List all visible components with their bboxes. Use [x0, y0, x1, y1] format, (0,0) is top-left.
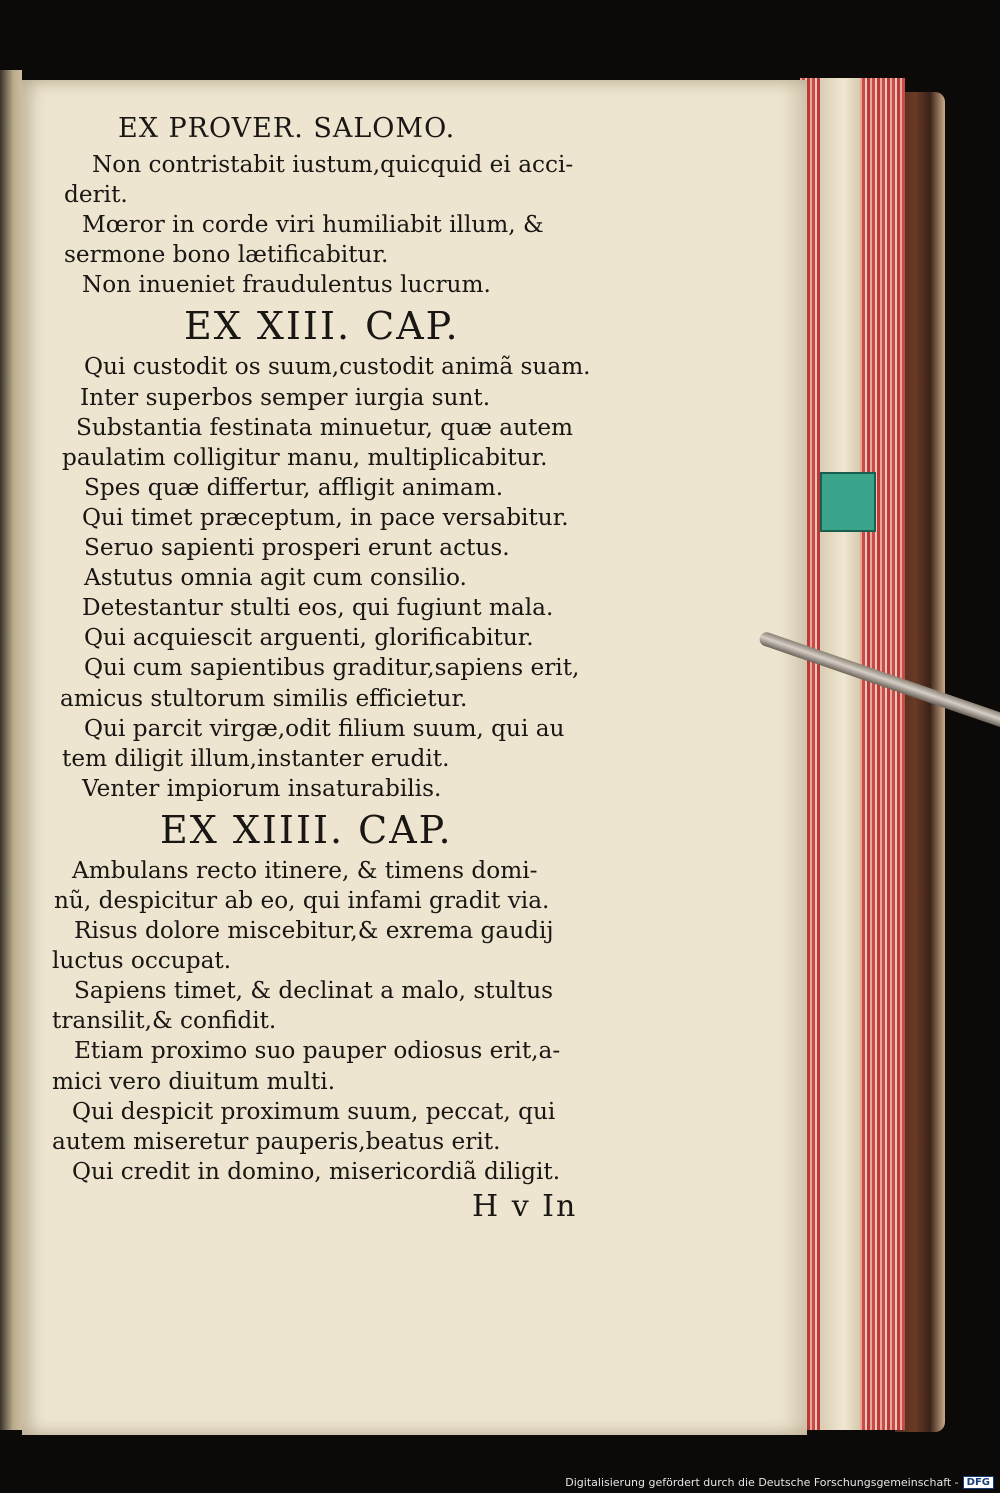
text-line: Etiam proximo suo pauper odiosus erit,a- — [74, 1037, 561, 1065]
digitization-credit — [565, 1476, 994, 1489]
text-line: Qui parcit virgæ,odit filium suum, qui au — [84, 714, 565, 742]
running-header: EX PROVER. SALOMO. — [118, 113, 456, 144]
text-line: Qui custodit os suum,custodit animã suam. — [84, 353, 591, 381]
text-line: Spes quæ differtur, affligit animam. — [84, 473, 504, 501]
text-line: Astutus omnia agit cum consilio. — [84, 564, 467, 592]
left-page-edge — [0, 70, 22, 1430]
text-line: Non inueniet fraudulentus lucrum. — [82, 271, 491, 299]
text-line: transilit,& confidit. — [52, 1007, 277, 1035]
text-line: Seruo sapienti prosperi erunt actus. — [84, 534, 510, 562]
text-line: Sapiens timet, & declinat a malo, stultus — [74, 977, 554, 1005]
text-line: Qui cum sapientibus graditur,sapiens erit, — [84, 654, 580, 682]
credit-text: Digitalisierung gefördert durch die Deutsche Forschungsgemeinschaft - — [565, 1476, 959, 1489]
text-line: Qui credit in domino, misericordiã diligit. — [72, 1157, 561, 1185]
text-line: Non contristabit iustum,quicquid ei acci- — [92, 151, 574, 178]
text-line: Mœror in corde viri humiliabit illum, & — [82, 211, 544, 239]
signature-mark: H v In — [472, 1188, 578, 1224]
text-line: Qui timet præceptum, in pace versabitur. — [82, 503, 569, 531]
page-edges-inner — [820, 78, 860, 1430]
text-line: nũ, despicitur ab eo, qui infami gradit via. — [54, 886, 550, 914]
dfg-logo: DFG — [963, 1476, 994, 1489]
text-line: Inter superbos semper iurgia sunt. — [80, 383, 491, 411]
text-line: amicus stultorum similis efficietur. — [60, 684, 468, 712]
text-line: Ambulans recto itinere, & timens domi- — [72, 856, 538, 884]
text-line: sermone bono lætificabitur. — [64, 241, 389, 269]
text-line: Qui despicit proximum suum, peccat, qui — [72, 1097, 556, 1125]
text-line: Risus dolore miscebitur,& exrema gaudij — [74, 917, 554, 945]
text-line: derit. — [64, 181, 128, 209]
text-line: luctus occupat. — [52, 947, 232, 975]
text-line: tem diligit illum,instanter erudit. — [62, 744, 450, 772]
page-text — [52, 108, 652, 1227]
text-line: Detestantur stulti eos, qui fugiunt mala. — [82, 594, 554, 622]
chapter-heading: EX XIII. CAP. — [184, 304, 460, 349]
text-line: mici vero diuitum multi. — [52, 1067, 336, 1095]
bookmark-tab — [820, 472, 876, 532]
text-line: autem miseretur pauperis,beatus erit. — [52, 1127, 501, 1155]
text-line: Qui acquiescit arguenti, glorificabitur. — [84, 624, 534, 652]
chapter-heading: EX XIIII. CAP. — [160, 807, 453, 852]
text-line: Substantia festinata minuetur, quæ autem — [76, 413, 574, 441]
text-line: paulatim colligitur manu, multiplicabitur. — [62, 443, 548, 471]
text-line: Venter impiorum insaturabilis. — [82, 774, 442, 802]
text-lines — [52, 150, 652, 1187]
